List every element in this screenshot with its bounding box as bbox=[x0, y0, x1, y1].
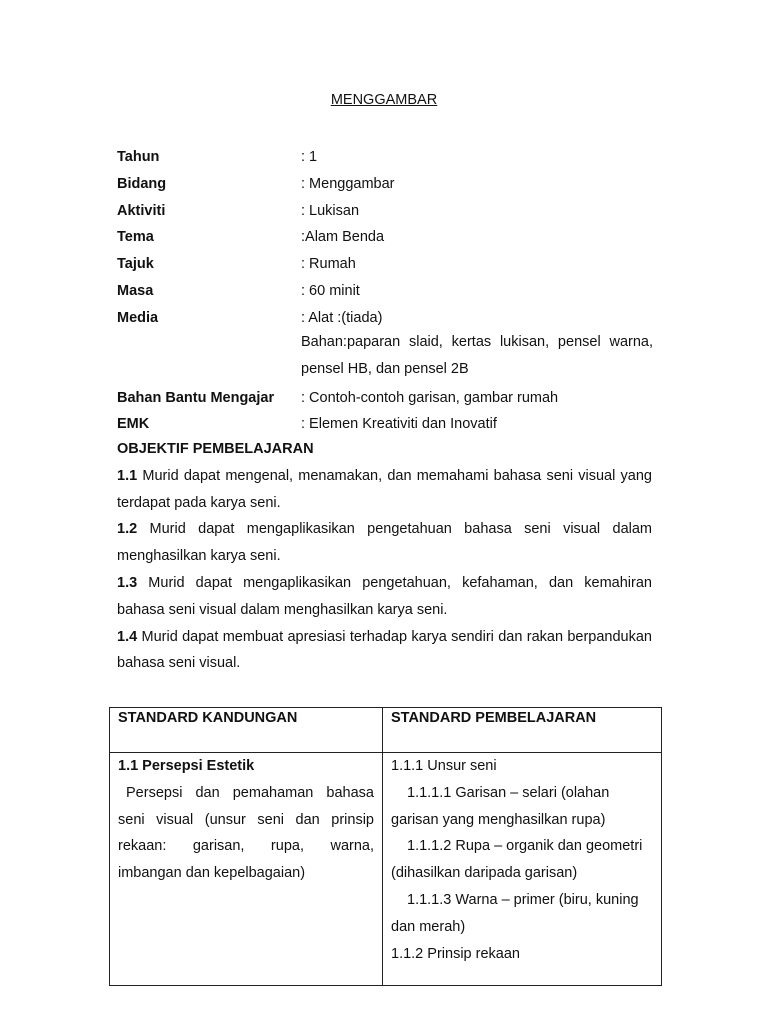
meta-value: : Contoh-contoh garisan, gambar rumah bbox=[301, 390, 559, 406]
kandungan-title: 1.1 Persepsi Estetik bbox=[118, 758, 255, 774]
document-title: MENGGAMBAR bbox=[330, 92, 438, 108]
meta-value: : 1 bbox=[301, 149, 318, 165]
meta-label: Tema bbox=[117, 229, 154, 245]
objective-number: 1.2 bbox=[117, 521, 138, 538]
meta-label: EMK bbox=[117, 416, 150, 432]
meta-row-media bbox=[117, 308, 653, 388]
kandungan-text: Persepsi dan pemahaman bahasa seni visual (unsur seni dan prinsip rekaan: garisan, rupa, warna, imbangan dan kepelbagaian) bbox=[118, 784, 374, 882]
meta-row-tema bbox=[117, 227, 653, 254]
meta-row-masa bbox=[117, 281, 653, 308]
table-row bbox=[110, 753, 662, 986]
standards-table bbox=[109, 707, 662, 986]
cell-pembelajaran bbox=[383, 753, 662, 986]
meta-value: : Alat :(tiada) bbox=[301, 310, 383, 326]
objectives-heading: OBJEKTIF PEMBELAJARAN bbox=[117, 441, 314, 457]
meta-label: Bidang bbox=[117, 176, 167, 192]
meta-label: Tahun bbox=[117, 149, 160, 165]
meta-row-bidang bbox=[117, 174, 653, 201]
objective-number: 1.4 bbox=[117, 628, 138, 645]
meta-label: Masa bbox=[117, 283, 154, 299]
meta-value: : Rumah bbox=[301, 256, 356, 272]
pembelajaran-line: 1.1.2 Prinsip rekaan bbox=[391, 945, 520, 962]
objective-item bbox=[117, 570, 652, 624]
table-header-row bbox=[110, 708, 662, 753]
pembelajaran-line: 1.1.1.3 Warna – primer (biru, kuning dan merah) bbox=[391, 891, 639, 935]
objective-text: Murid dapat mengaplikasikan pengetahuan bahasa seni visual dalam menghasilkan karya seni. bbox=[117, 521, 652, 565]
objective-text: Murid dapat membuat apresiasi terhadap karya sendiri dan rakan berpandukan bahasa seni visual. bbox=[117, 628, 652, 672]
pembelajaran-line: 1.1.1.1 Garisan – selari (olahan garisan yang menghasilkan rupa) bbox=[391, 784, 610, 828]
meta-value: : 60 minit bbox=[301, 283, 360, 299]
objective-item bbox=[117, 463, 652, 517]
objective-item bbox=[117, 516, 652, 570]
objective-item bbox=[117, 624, 652, 678]
pembelajaran-line: 1.1.1.2 Rupa – organik dan geometri (dihasilkan daripada garisan) bbox=[391, 838, 643, 882]
meta-label: Tajuk bbox=[117, 256, 154, 272]
meta-value: :Alam Benda bbox=[301, 229, 385, 245]
meta-value: : Lukisan bbox=[301, 203, 360, 219]
objectives-section bbox=[117, 436, 652, 677]
header-standard-kandungan: STANDARD KANDUNGAN bbox=[110, 708, 383, 753]
meta-value-bahan: Bahan:paparan slaid, kertas lukisan, pensel warna, pensel HB, dan pensel 2B bbox=[301, 334, 653, 377]
meta-row-aktiviti bbox=[117, 201, 653, 228]
cell-kandungan bbox=[110, 753, 383, 986]
objective-number: 1.1 bbox=[117, 467, 138, 484]
objective-text: Murid dapat mengenal, menamakan, dan memahami bahasa seni visual yang terdapat pada karya seni. bbox=[117, 467, 652, 511]
meta-label: Media bbox=[117, 310, 159, 326]
objective-text: Murid dapat mengaplikasikan pengetahuan, kefahaman, dan kemahiran bahasa seni visual dalam menghasilkan karya seni. bbox=[117, 574, 652, 618]
pembelajaran-line: 1.1.1 Unsur seni bbox=[391, 758, 497, 774]
meta-label: Bahan Bantu Mengajar bbox=[117, 390, 275, 406]
meta-value: : Menggambar bbox=[301, 176, 395, 192]
meta-row-bbm bbox=[117, 388, 653, 415]
meta-row-tajuk bbox=[117, 254, 653, 281]
header-standard-pembelajaran: STANDARD PEMBELAJARAN bbox=[383, 708, 662, 753]
meta-value: : Elemen Kreativiti dan Inovatif bbox=[301, 416, 497, 432]
meta-label: Aktiviti bbox=[117, 203, 166, 219]
meta-row-tahun bbox=[117, 147, 653, 174]
objective-number: 1.3 bbox=[117, 574, 138, 591]
